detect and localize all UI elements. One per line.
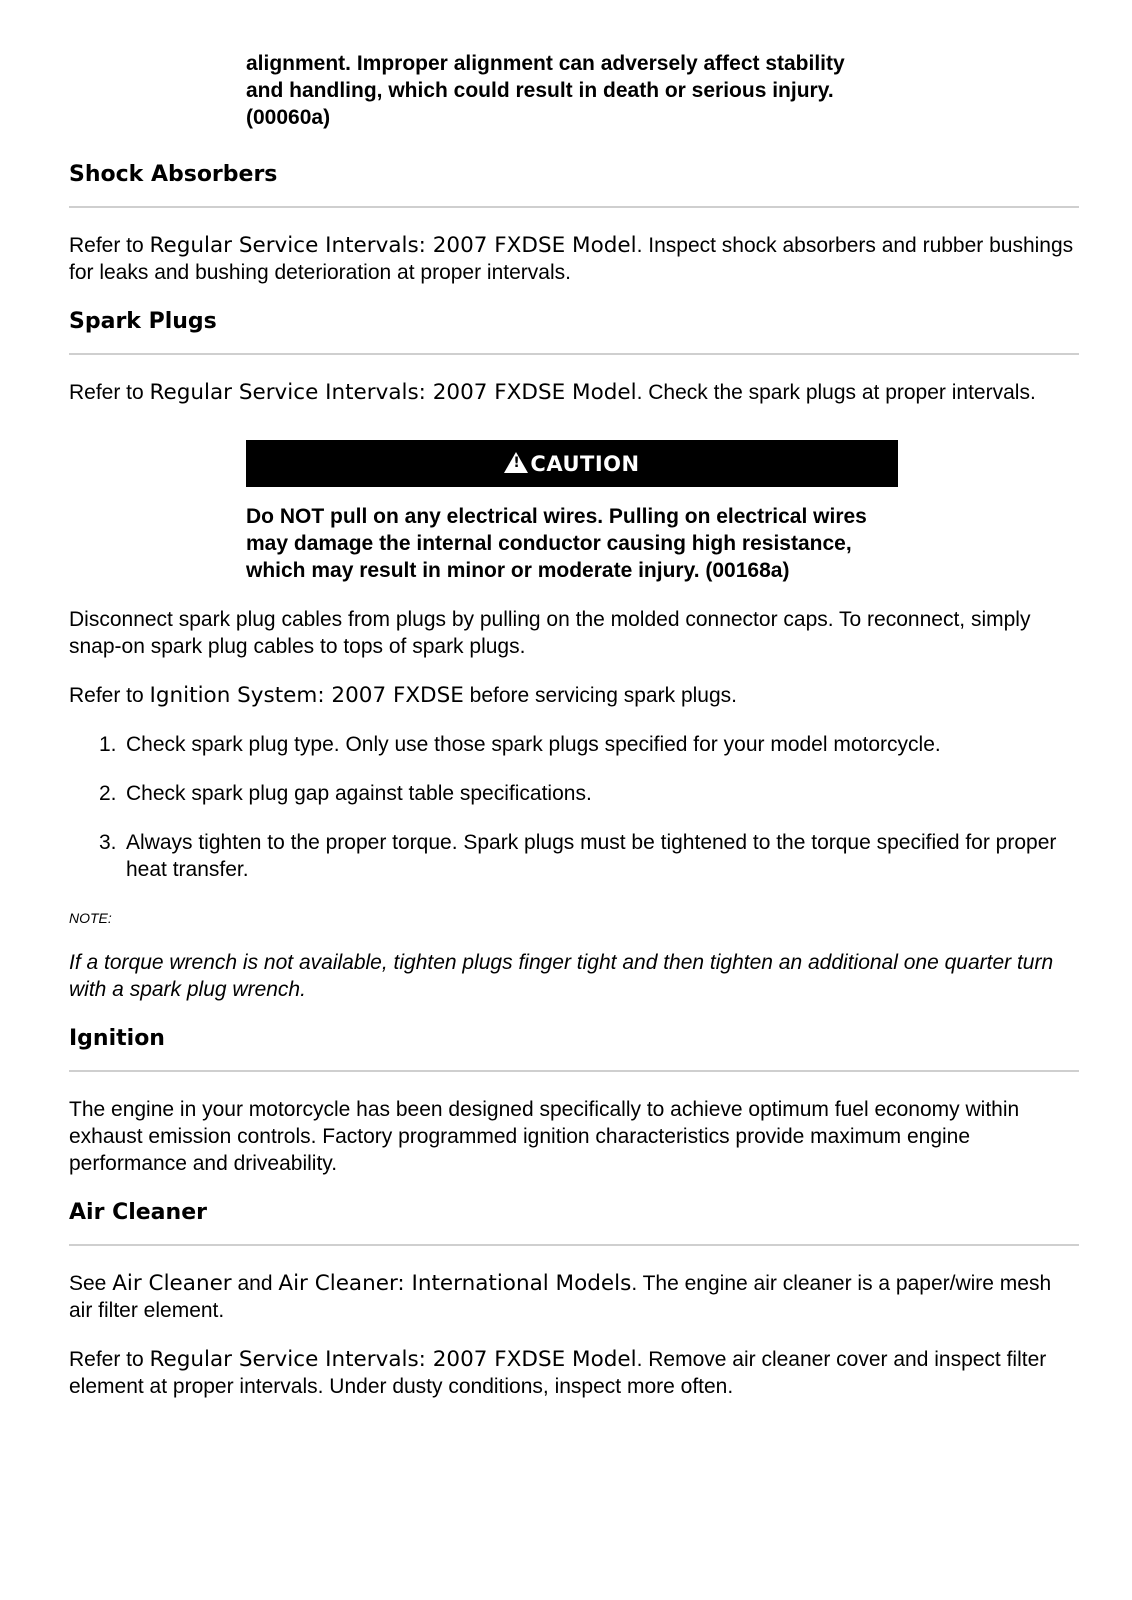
text-run: . Remove air cleaner cover and inspect filter element at proper intervals. Under dusty conditions, inspect more often. [69, 1348, 1047, 1398]
list-item [69, 829, 1079, 883]
text-run: . The engine air cleaner is a paper/wire mesh air filter element. [69, 1272, 1052, 1322]
link-regular-service-intervals[interactable]: Regular Service Intervals: 2007 FXDSE Model [149, 1347, 637, 1372]
list-item [69, 780, 1079, 807]
step-number: 2. [99, 782, 117, 805]
spark-paragraph-1 [69, 379, 1079, 406]
text-run: Refer to [69, 234, 150, 257]
link-air-cleaner[interactable]: Air Cleaner [112, 1271, 232, 1296]
step-number: 1. [99, 733, 117, 756]
ignition-paragraph: The engine in your motorcycle has been designed specifically to achieve optimum fuel economy within exhaust emission controls. Factory programmed ignition characteristics provide maximum engine performance and driveability. [69, 1098, 1020, 1175]
step-text: Always tighten to the proper torque. Spark plugs must be tightened to the torque specified for proper heat transfer. [126, 831, 1057, 881]
link-regular-service-intervals[interactable]: Regular Service Intervals: 2007 FXDSE Model [149, 233, 637, 258]
warning-continuation: alignment. Improper alignment can adversely affect stability and handling, which could result in death or serious injury. (00060a) [246, 52, 845, 129]
link-regular-service-intervals[interactable]: Regular Service Intervals: 2007 FXDSE Model [149, 380, 637, 405]
document-page [69, 50, 1079, 1400]
heading-air-cleaner: Air Cleaner [69, 1200, 207, 1225]
text-run: and [231, 1272, 279, 1295]
warning-triangle-icon [504, 452, 528, 473]
link-air-cleaner-international[interactable]: Air Cleaner: International Models [278, 1271, 632, 1296]
note-label: NOTE: [69, 910, 112, 926]
heading-shock-absorbers: Shock Absorbers [69, 162, 278, 187]
caution-label: CAUTION [530, 451, 640, 476]
section-divider [69, 206, 1079, 208]
spark-paragraph-3 [69, 682, 1079, 709]
text-run: See [69, 1272, 113, 1295]
text-run: before servicing spark plugs. [463, 684, 737, 707]
step-text: Check spark plug gap against table specifications. [126, 782, 592, 805]
note-text: If a torque wrench is not available, tighten plugs finger tight and then tighten an additional one quarter turn with a spark plug wrench. [69, 951, 1054, 1001]
link-ignition-system[interactable]: Ignition System: 2007 FXDSE [149, 683, 464, 708]
list-item [69, 731, 1079, 758]
text-run: Refer to [69, 381, 150, 404]
step-number: 3. [99, 831, 117, 854]
text-run: . Inspect shock absorbers and rubber bushings for leaks and bushing deterioration at proper intervals. [69, 234, 1074, 284]
spark-plug-steps [69, 731, 1079, 883]
air-paragraph-2 [69, 1346, 1079, 1400]
heading-ignition: Ignition [69, 1026, 165, 1051]
caution-text: Do NOT pull on any electrical wires. Pulling on electrical wires may damage the internal conductor causing high resistance, which may result in minor or moderate injury. (00168a) [246, 505, 867, 582]
step-text: Check spark plug type. Only use those spark plugs specified for your model motorcycle. [126, 733, 941, 756]
air-paragraph-1 [69, 1270, 1079, 1324]
section-divider [69, 353, 1079, 355]
spark-paragraph-2: Disconnect spark plug cables from plugs by pulling on the molded connector caps. To reconnect, simply snap-on spark plug cables to tops of spark plugs. [69, 608, 1031, 658]
section-divider [69, 1070, 1079, 1072]
text-run: . Check the spark plugs at proper intervals. [636, 381, 1036, 404]
section-divider [69, 1244, 1079, 1246]
caution-banner [246, 440, 898, 487]
heading-spark-plugs: Spark Plugs [69, 309, 217, 334]
shock-paragraph [69, 232, 1079, 286]
text-run: Refer to [69, 1348, 150, 1371]
text-run: Refer to [69, 684, 150, 707]
